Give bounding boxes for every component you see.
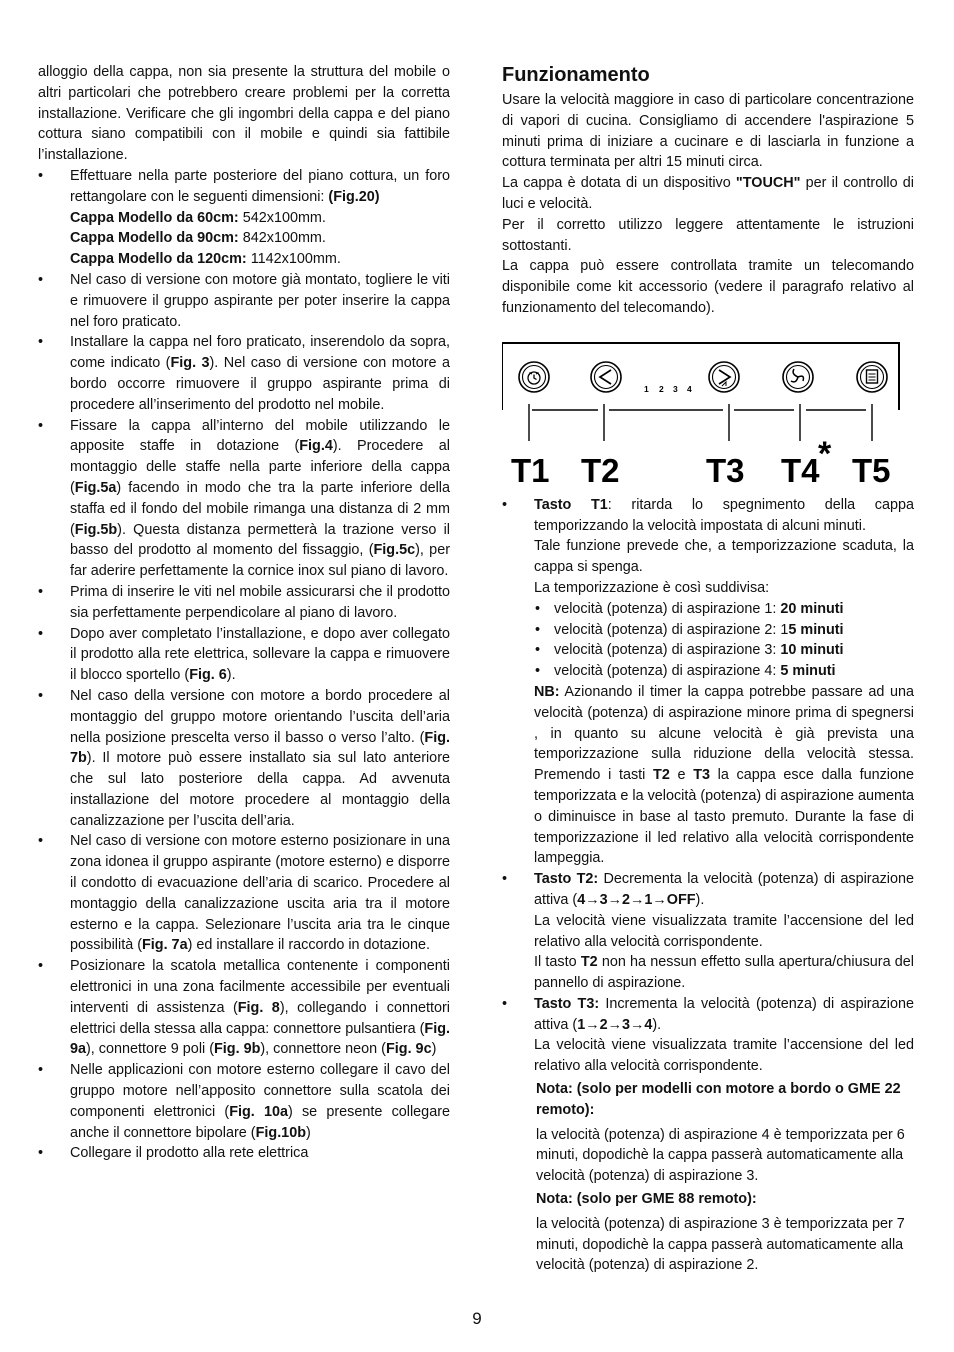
fan-button-icon <box>783 362 813 392</box>
installation-step: • Nel caso di versione con motore esterno posizionare in una zona idonea il gruppo aspirante (motore esterno) e disporre il condotto di evacuazione dell’aria di scarico. Procedere al montaggio della canalizzazione uscita aria tra il motore esterno e la cappa. Selezionare l’uscita aria tra le cinque possibilità (Fig. 7a) ed installare il raccordo in dotazione. <box>38 833 450 954</box>
label-t3: T3 <box>706 451 745 489</box>
installation-step: • Effettuare nella parte posteriore del piano cottura, un foro rettangolare con le seguenti dimensioni: (Fig.20) <box>38 167 450 205</box>
t4-asterisk: * <box>818 434 832 473</box>
left-column <box>38 62 450 1164</box>
speed-down-button-icon <box>591 362 621 392</box>
speed-led-1: 1 <box>644 383 649 394</box>
label-t1: T1 <box>511 451 550 489</box>
installation-step: • Posizionare la scatola metallica contenente i componenti elettronici in una zona facilmente accessibile per eventuali interventi di assistenza (Fig. 8), collegando i connettori elettrici della stessa alla cappa: connettore pulsantiera (Fig. 9a), connettore 9 poli (Fig. 9b), connettore neon (Fig. 9c) <box>38 958 450 1058</box>
timer-entry-2: • velocità (potenza) di aspirazione 2: 15 minuti <box>535 621 844 638</box>
speed-led-3: 3 <box>673 383 678 394</box>
timer-entry-4: • velocità (potenza) di aspirazione 4: 5 minuti <box>535 663 836 680</box>
timer-entry-3: • velocità (potenza) di aspirazione 3: 10 minuti <box>535 642 844 659</box>
timer-entry-1: • velocità (potenza) di aspirazione 1: 20 minuti <box>535 600 844 617</box>
label-t4: T4 <box>781 451 820 489</box>
intro-paragraph: alloggio della cappa, non sia presente la struttura del mobile o altri particolari che potrebbero creare problemi per la corretta installazione. Verificare che gli ingombri della cappa e del piano cottura siano compatibili con il mobile e quindi sia fattibile l’installazione. <box>38 64 450 164</box>
speed-led-4: 4 <box>687 383 692 394</box>
installation-step: • Nel caso della versione con motore a bordo procedere al montaggio del gruppo motore orientando l’uscita dell’aria nella posizione prescelta verso il basso o verso l’alto. (Fig. 7b). Il motore può essere installato sia sul lato anteriore che sul lato posteriore della cappa. Ad avvenuta installazione del motore procedere al montaggio della canalizzazione per l’uscita dell’aria. <box>38 687 450 829</box>
intro-para-1: Usare la velocità maggiore in caso di particolare concentrazione di vapori di cucina. Consigliamo di accendere l'aspirazione 5 minuti prima di iniziare a cucinare e di lasciarla in funzione a cottura terminata per altri 15 minuti circa. <box>502 92 914 171</box>
label-t5: T5 <box>852 451 891 489</box>
installation-step: Cappa Modello da 60cm: 542x100mm. <box>70 209 326 226</box>
section-title: Funzionamento <box>502 64 650 86</box>
t1-para-1: Tale funzione prevede che, a temporizzazione scaduta, la cappa si spenga. <box>534 538 914 576</box>
installation-list <box>38 166 450 1164</box>
t2-para-1: La velocità viene visualizzata tramite l’accensione del led relativo alla velocità corrispondente. <box>534 912 914 950</box>
installation-step: • Nelle applicazioni con motore esterno collegare il cavo del gruppo motore nell’apposito connettore sulla scatola dei componenti elettronici (Fig. 10a) se presente collegare anche il connettore bipolare (Fig.10b) <box>38 1062 450 1141</box>
installation-step: Cappa Modello da 120cm: 1142x100mm. <box>70 251 341 268</box>
t2-para-2: Il tasto T2 non ha nessun effetto sulla apertura/chiusura del pannello di aspirazione. <box>534 954 914 992</box>
intro-para-4: La cappa può essere controllata tramite un telecomando disponibile come kit accessorio (vedere il paragrafo relativo al funzionamento del telecomando). <box>502 258 914 316</box>
note-2-heading: Nota: (solo per GME 88 remoto): <box>536 1191 757 1208</box>
intro-para-3: Per il corretto utilizzo leggere attentamente le istruzioni sottostanti. <box>502 216 914 254</box>
page-number: 9 <box>472 1309 482 1328</box>
speed-led-2: 2 <box>659 383 664 394</box>
t1-para-2: La temporizzazione è così suddivisa: <box>534 579 770 596</box>
note-2-body: la velocità (potenza) di aspirazione 3 è temporizzata per 7 minuti, dopodichè la cappa passerà automaticamente alla velocità (potenza) di aspirazione 2. <box>536 1215 905 1274</box>
intro-para-2: La cappa è dotata di un dispositivo "TOUCH" per il controllo di luci e velocità. <box>502 175 914 212</box>
panel-buttons <box>519 362 887 392</box>
speed-up-button-icon <box>709 362 739 392</box>
installation-step: • Collegare il prodotto alla rete elettrica <box>38 1145 309 1162</box>
installation-step: • Nel caso di versione con motore già montato, togliere le viti e rimuovere il gruppo aspirante per poter inserire la cappa nel foro praticato. <box>38 271 450 330</box>
note-1-body: la velocità (potenza) di aspirazione 4 è temporizzata per 6 minuti, dopodichè la cappa passerà automaticamente alla velocità (potenza) di aspirazione 3. <box>536 1126 905 1185</box>
installation-step: • Fissare la cappa all’interno del mobile utilizzando le apposite staffe in dotazione (Fig.4). Procedere al montaggio delle staffe nella parte inferiore della cappa (Fig.5a) facendo in modo che tra la parte inferiore della staffa ed il fondo del mobile rimanga una distanza di 2 mm (Fig.5b). Questa distanza permetterà la trazione verso il basso del prodotto al momento del fissaggio, (Fig.5c), per far aderire perfettamente la cornice inox sul piano di lavoro. <box>38 417 450 580</box>
right-column <box>502 62 914 1278</box>
light-button-icon <box>857 362 887 392</box>
t3-para-1: La velocità viene visualizzata tramite l’accensione del led relativo alla velocità corrispondente. <box>534 1037 914 1075</box>
note-1-heading: Nota: (solo per modelli con motore a bordo o GME 22 remoto): <box>536 1081 901 1118</box>
touch-panel-diagram <box>502 341 902 491</box>
installation-step: • Dopo aver completato l’installazione, e dopo aver collegato il prodotto alla rete elettrica, sollevare la cappa e rimuovere il blocco sportello (Fig. 6). <box>38 625 450 684</box>
label-t2: T2 <box>581 451 620 489</box>
t1-nb: NB: Azionando il timer la cappa potrebbe passare ad una velocità (potenza) di aspirazione minore prima di spegnersi , in quanto su alcune velocità è già prevista una temporizzazione sulla riduzione della velocità stessa. Premendo i tasti T2 e T3 la cappa esce dalla funzione temporizzata e la velocità (potenza) di aspirazione aumenta o diminuisce in base al tasto premuto. Durante la fase di temporizzazione il led relativo alla velocità corrispondente lampeggia. <box>534 683 914 867</box>
installation-step: Cappa Modello da 90cm: 842x100mm. <box>70 230 326 247</box>
installation-step: • Installare la cappa nel foro praticato, inserendolo da sopra, come indicato (Fig. 3). Nel caso di versione con motore a bordo occorre rimuovere il gruppo aspirante prima di procedere all’inserimento del prodotto nel mobile. <box>38 334 450 413</box>
speed-led-labels <box>644 384 692 394</box>
panel-outline <box>502 343 899 410</box>
t2-item: • Tasto T2: Decrementa la velocità (potenza) di aspirazione attiva (4→3→2→1→OFF). <box>502 871 914 908</box>
installation-step: • Prima di inserire le viti nel mobile assicurarsi che il prodotto sia perfettamente perpendicolare al piano di lavoro. <box>38 583 450 621</box>
button-labels <box>511 452 891 489</box>
t1-item: • Tasto T1: ritarda lo spegnimento della cappa temporizzando la velocità impostata di alcuni minuti. <box>502 496 915 534</box>
t3-item: • Tasto T3: Incrementa la velocità (potenza) di aspirazione attiva (1→2→3→4). <box>502 995 914 1033</box>
timer-button-icon <box>519 362 549 392</box>
